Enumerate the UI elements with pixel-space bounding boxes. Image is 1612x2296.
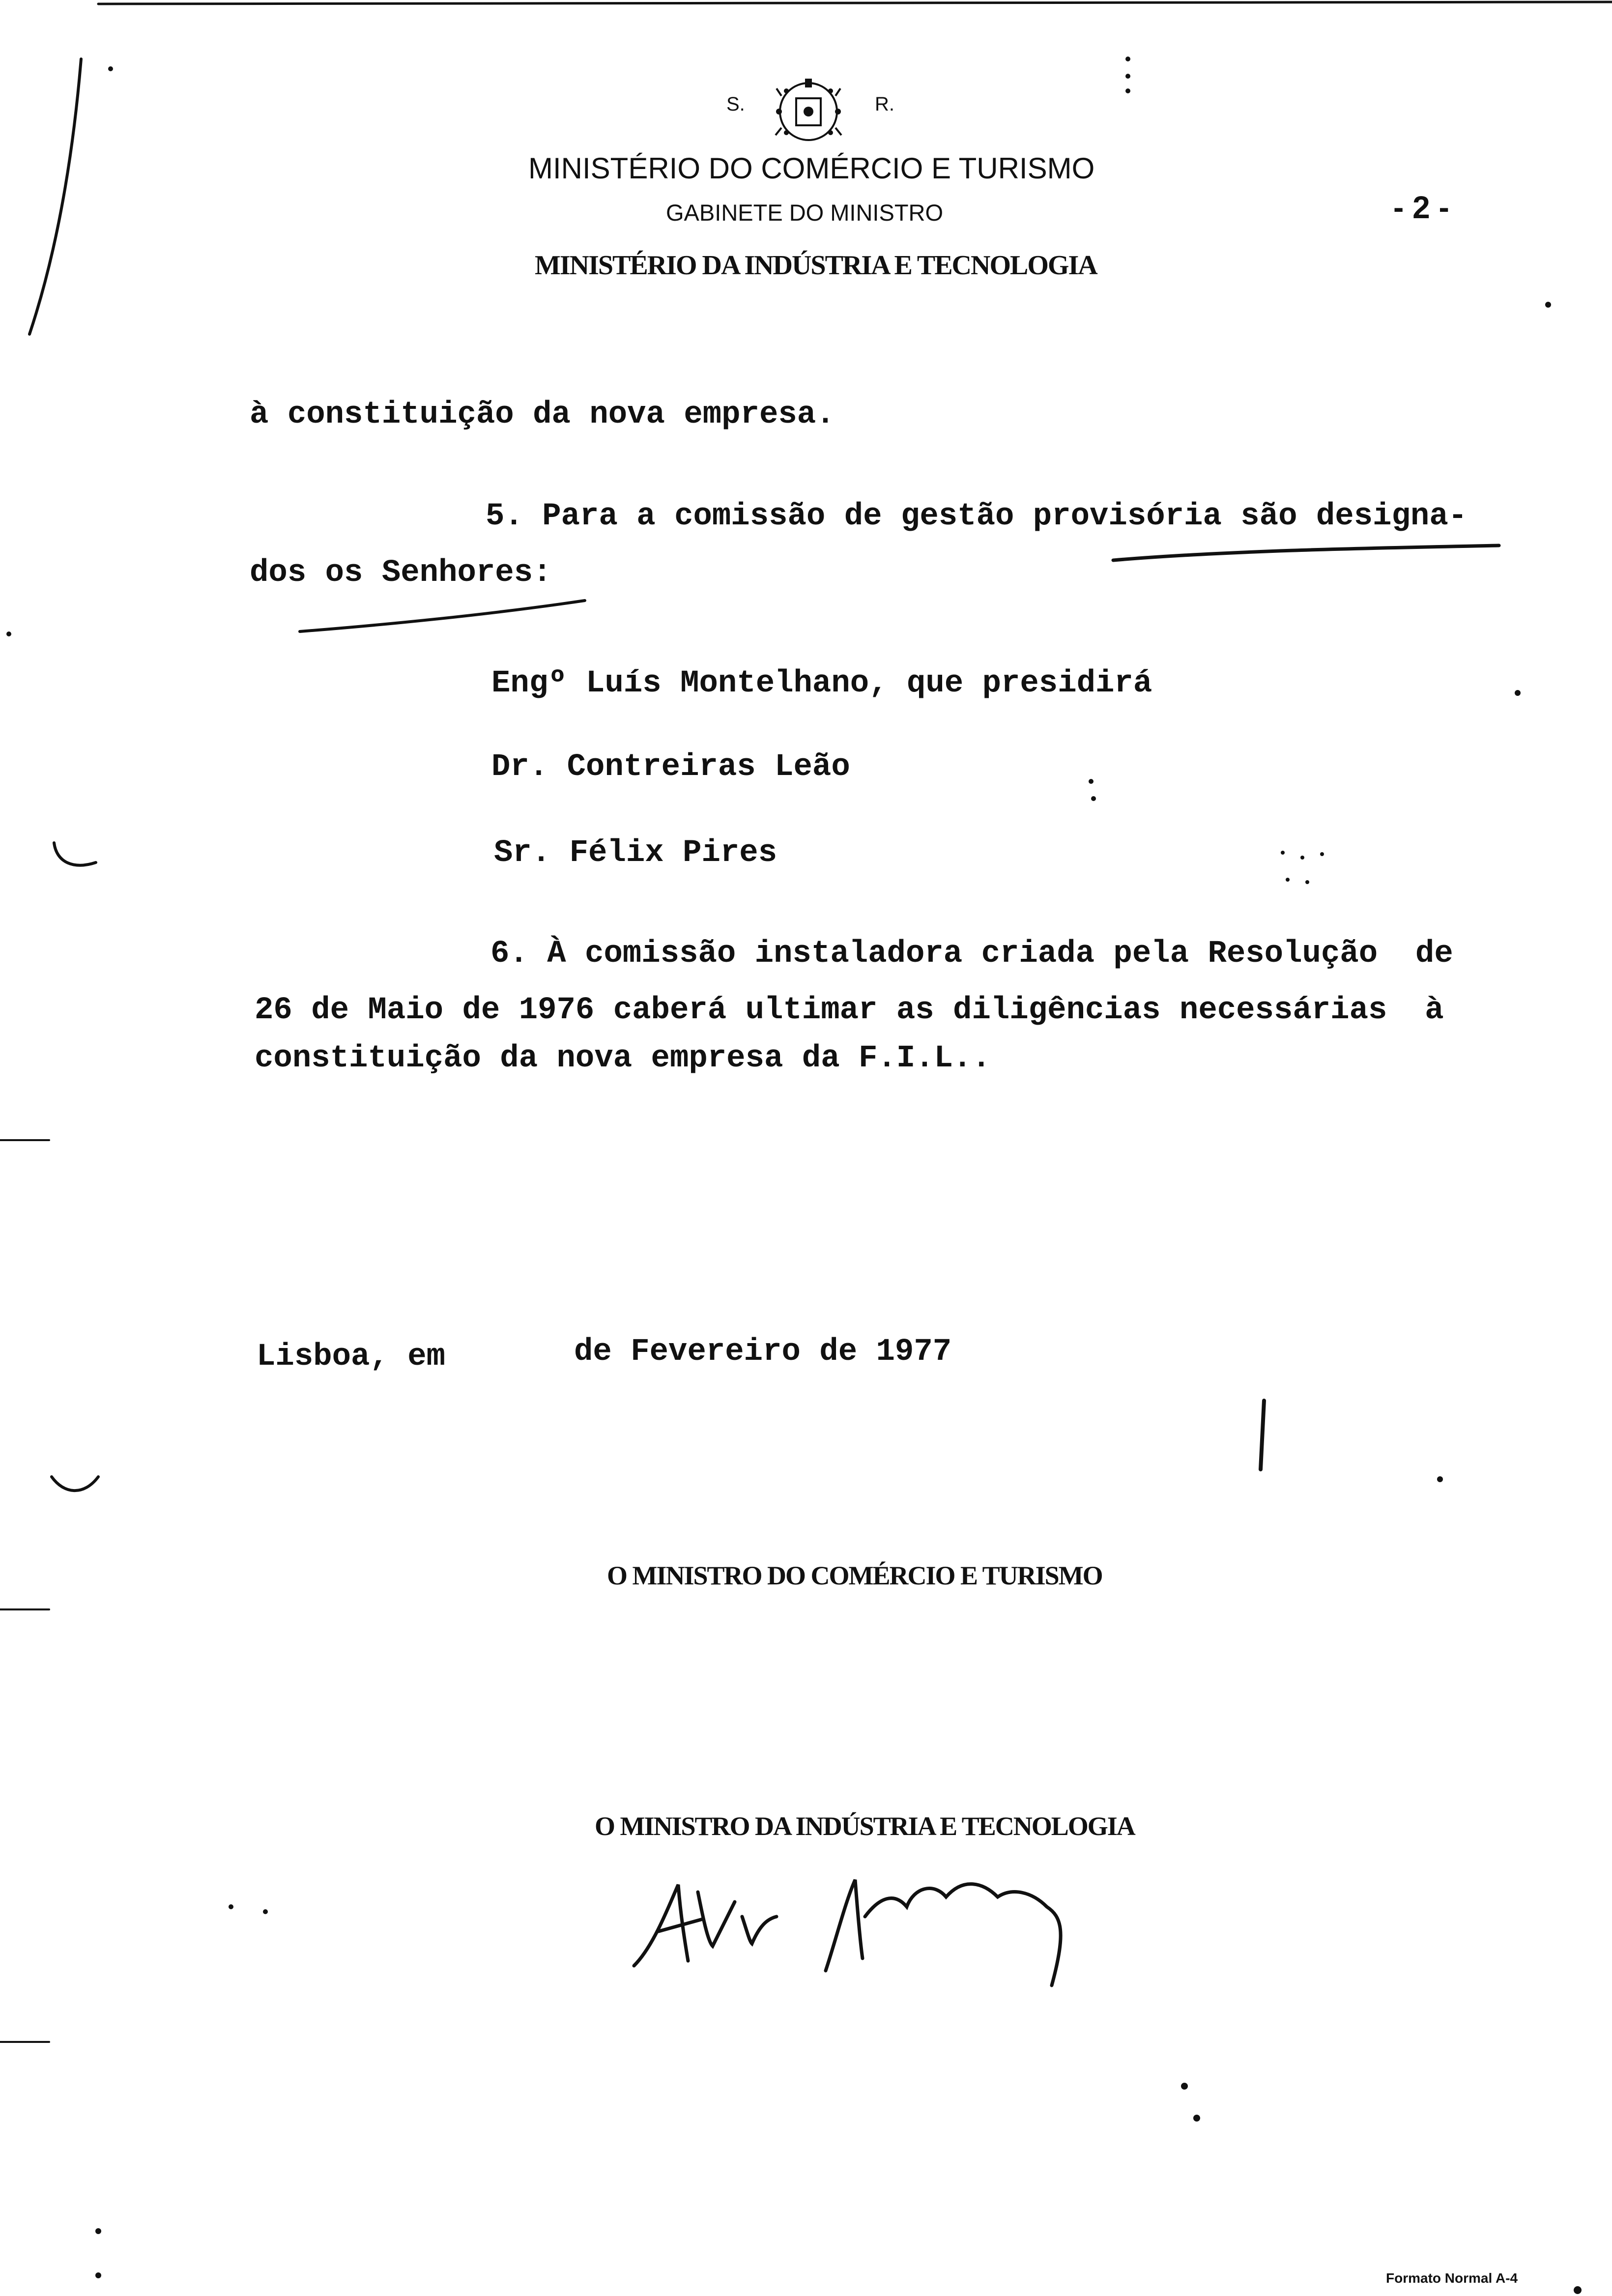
emblem-letter-r: R.	[875, 93, 894, 115]
format-label: Formato Normal A-4	[1386, 2270, 1518, 2286]
minister-industry-title: O MINISTRO DA INDÚSTRIA E TECNOLOGIA	[595, 1811, 1135, 1841]
cabinet-title: GABINETE DO MINISTRO	[666, 200, 944, 226]
handwritten-underline-1	[1113, 545, 1499, 560]
item-6-line-1: 6. À comissão instaladora criada pela Resolução de	[490, 936, 1453, 972]
handwritten-signature	[634, 1880, 1061, 1985]
emblem-letter-s: S.	[726, 93, 745, 115]
continuation-line: à constituição da nova empresa.	[250, 397, 835, 432]
top-edge-line	[98, 2, 1612, 4]
closing-place: Lisboa, em	[257, 1339, 446, 1375]
handwritten-underline-2	[300, 601, 585, 631]
left-margin-stroke	[29, 59, 81, 334]
item-6-line-3: constituição da nova empresa da F.I.L..	[255, 1041, 991, 1076]
ministry-title: MINISTÉRIO DO COMÉRCIO E TURISMO	[528, 152, 1095, 185]
margin-hook-2	[52, 1477, 98, 1491]
margin-hook-1	[54, 843, 96, 865]
page-number: - 2 -	[1393, 190, 1449, 225]
member-1: Engº Luís Montelhano, que presidirá	[491, 666, 1152, 701]
item-6-line-2: 26 de Maio de 1976 caberá ultimar as diligências necessárias à	[255, 993, 1444, 1028]
member-2: Dr. Contreiras Leão	[491, 749, 850, 785]
vertical-pen-mark	[1261, 1401, 1264, 1469]
item-5-line-1: 5. Para a comissão de gestão provisória são designa-	[486, 499, 1468, 534]
member-3: Sr. Félix Pires	[494, 835, 777, 871]
minister-commerce-title: O MINISTRO DO COMÉRCIO E TURISMO	[607, 1561, 1102, 1590]
second-ministry-title: MINISTÉRIO DA INDÚSTRIA E TECNOLOGIA	[535, 250, 1097, 281]
item-5-line-2: dos os Senhores:	[250, 555, 552, 591]
closing-date: de Fevereiro de 1977	[574, 1334, 952, 1370]
